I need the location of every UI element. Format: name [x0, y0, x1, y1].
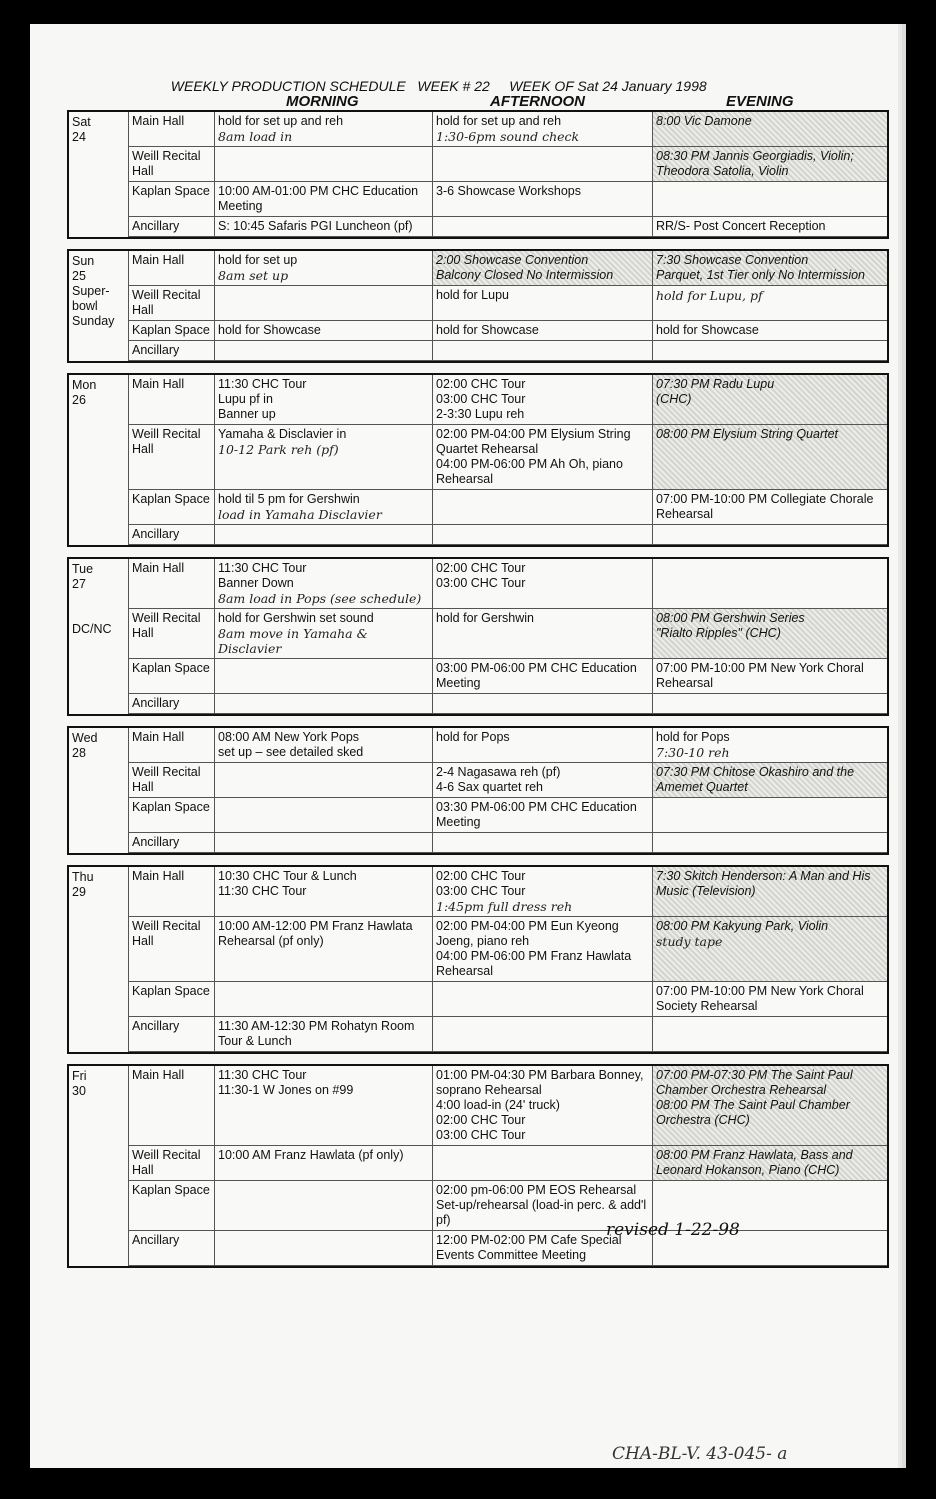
schedule-cell-morning [215, 182, 433, 217]
day-block [67, 1064, 889, 1268]
handwritten-note: 8am set up [218, 268, 289, 283]
schedule-cell-evening [653, 1066, 887, 1146]
venue-label: Main Hall [129, 1066, 215, 1146]
schedule-cell-evening [653, 728, 887, 763]
schedule-cell-afternoon [433, 525, 653, 545]
cell-text: 02:00 PM-04:00 PM Eun Kyeong Joeng, piano reh 04:00 PM-06:00 PM Franz Hawlata Rehearsal [436, 919, 632, 978]
schedule-cell-evening [653, 982, 887, 1017]
cell-text: 07:30 PM Chitose Okashiro and the Amemet Quartet [656, 765, 855, 794]
cell-text: 08:00 PM Gershwin Series "Rialto Ripples" (CHC) [656, 611, 805, 640]
handwritten-note: 1:45pm full dress reh [436, 899, 573, 914]
schedule-cell-morning [215, 728, 433, 763]
schedule-cell-afternoon [433, 147, 653, 182]
cell-text: 03:00 PM-06:00 PM CHC Education Meeting [436, 661, 637, 690]
cell-text: 07:00 PM-07:30 PM The Saint Paul Chamber Orchestra Rehearsal 08:00 PM The Saint Paul Chamber Orchestra (CHC) [656, 1068, 853, 1127]
schedule-cell-morning [215, 1017, 433, 1052]
schedule-cell-afternoon [433, 251, 653, 286]
schedule-cell-morning [215, 917, 433, 982]
schedule-cell-evening [653, 251, 887, 286]
day-block [67, 557, 889, 716]
cell-text: hold for set up [218, 253, 298, 267]
venue-label: Main Hall [129, 112, 215, 147]
column-afternoon: AFTERNOON [490, 93, 585, 110]
schedule-cell-afternoon [433, 286, 653, 321]
venue-label: Weill Recital Hall [129, 917, 215, 982]
schedule-cell-evening [653, 425, 887, 490]
venue-label: Ancillary [129, 1231, 215, 1266]
day-label: Wed 28 [69, 728, 129, 853]
cell-text: hold for Lupu [436, 288, 509, 302]
schedule-cell-afternoon [433, 833, 653, 853]
schedule-cell-afternoon [433, 982, 653, 1017]
venue-label: Ancillary [129, 1017, 215, 1052]
venue-label: Kaplan Space [129, 321, 215, 341]
schedule-cell-afternoon [433, 341, 653, 361]
cell-text: hold for Showcase [436, 323, 539, 337]
day-block [67, 726, 889, 855]
day-label: Sat 24 [69, 112, 129, 237]
cell-text: 08:30 PM Jannis Georgiadis, Violin; Theodora Satolia, Violin [656, 149, 854, 178]
venue-label: Kaplan Space [129, 659, 215, 694]
schedule-cell-morning [215, 982, 433, 1017]
venue-label: Weill Recital Hall [129, 1146, 215, 1181]
schedule-cell-evening [653, 1146, 887, 1181]
schedule-cell-morning [215, 798, 433, 833]
schedule-cell-morning [215, 1181, 433, 1231]
handwritten-note: 7:30-10 reh [656, 745, 730, 760]
handwritten-note: hold for Lupu, pf [656, 288, 763, 303]
cell-text: hold for Showcase [218, 323, 321, 337]
schedule-cell-afternoon [433, 798, 653, 833]
venue-label: Main Hall [129, 251, 215, 286]
schedule-cell-evening [653, 609, 887, 659]
schedule-cell-afternoon [433, 728, 653, 763]
cell-text: hold for Pops [436, 730, 510, 744]
cell-text: hold for set up and reh [436, 114, 562, 128]
cell-text: 08:00 AM New York Pops set up – see detailed sked [218, 730, 364, 759]
schedule-cell-evening [653, 763, 887, 798]
schedule-cell-afternoon [433, 867, 653, 917]
schedule-cell-evening [653, 1017, 887, 1052]
venue-label: Weill Recital Hall [129, 286, 215, 321]
schedule-title [163, 62, 863, 94]
venue-label: Ancillary [129, 341, 215, 361]
title-text: WEEKLY PRODUCTION SCHEDULE [170, 78, 406, 94]
schedule-cell-morning [215, 341, 433, 361]
schedule-cell-evening [653, 286, 887, 321]
schedule-cell-evening [653, 867, 887, 917]
handwritten-note: study tape [656, 934, 723, 949]
schedule-cell-afternoon [433, 425, 653, 490]
venue-label: Kaplan Space [129, 982, 215, 1017]
schedule-cell-afternoon [433, 182, 653, 217]
column-evening: EVENING [726, 93, 794, 110]
handwritten-note: 8am load in Pops (see schedule) [218, 591, 422, 606]
venue-label: Kaplan Space [129, 798, 215, 833]
cell-text: 8:00 Vic Damone [656, 114, 752, 128]
day-label: Mon 26 [69, 375, 129, 545]
schedule-cell-evening [653, 341, 887, 361]
day-label: Thu 29 [69, 867, 129, 1052]
schedule-cell-evening [653, 147, 887, 182]
schedule-cell-afternoon [433, 112, 653, 147]
cell-text: 2:00 Showcase Convention Balcony Closed No Intermission [436, 253, 614, 282]
cell-text: 10:30 CHC Tour & Lunch 11:30 CHC Tour [218, 869, 357, 898]
schedule-cell-evening [653, 659, 887, 694]
venue-label: Weill Recital Hall [129, 425, 215, 490]
schedule-cell-afternoon [433, 763, 653, 798]
cell-text: 7:30 Showcase Convention Parquet, 1st Tier only No Intermission [656, 253, 866, 282]
venue-label: Main Hall [129, 375, 215, 425]
day-block [67, 865, 889, 1054]
schedule-cell-afternoon [433, 917, 653, 982]
venue-label: Ancillary [129, 217, 215, 237]
schedule-cell-morning [215, 694, 433, 714]
venue-label: Weill Recital Hall [129, 147, 215, 182]
day-label: Fri 30 [69, 1066, 129, 1266]
schedule-cell-afternoon [433, 217, 653, 237]
week-number: WEEK # 22 [417, 78, 490, 94]
venue-label: Kaplan Space [129, 490, 215, 525]
cell-text: 2-4 Nagasawa reh (pf) 4-6 Sax quartet reh [436, 765, 561, 794]
schedule-cell-afternoon [433, 1017, 653, 1052]
venue-label: Ancillary [129, 525, 215, 545]
schedule-cell-evening [653, 182, 887, 217]
schedule-cell-morning [215, 112, 433, 147]
cell-text: Yamaha & Disclavier in [218, 427, 347, 441]
venue-label: Main Hall [129, 559, 215, 609]
cell-text: 10:00 AM Franz Hawlata (pf only) [218, 1148, 404, 1162]
schedule-cell-morning [215, 425, 433, 490]
cell-text: 7:30 Skitch Henderson: A Man and His Music (Television) [656, 869, 871, 898]
schedule-cell-evening [653, 321, 887, 341]
cell-text: 03:30 PM-06:00 PM CHC Education Meeting [436, 800, 637, 829]
schedule-cell-morning [215, 559, 433, 609]
schedule-cell-morning [215, 321, 433, 341]
cell-text: 08:00 PM Franz Hawlata, Bass and Leonard Hokanson, Piano (CHC) [656, 1148, 853, 1177]
cell-text: hold til 5 pm for Gershwin [218, 492, 360, 506]
schedule-cell-afternoon [433, 1146, 653, 1181]
schedule-cell-morning [215, 217, 433, 237]
cell-text: RR/S- Post Concert Reception [656, 219, 826, 233]
schedule-cell-evening [653, 798, 887, 833]
cell-text: 07:00 PM-10:00 PM New York Choral Rehearsal [656, 661, 864, 690]
cell-text: hold for Pops [656, 730, 730, 744]
schedule-table [67, 110, 889, 1268]
venue-label: Kaplan Space [129, 1181, 215, 1231]
schedule-cell-morning [215, 867, 433, 917]
cell-text: 3-6 Showcase Workshops [436, 184, 581, 198]
schedule-cell-morning [215, 375, 433, 425]
cell-text: 11:30 CHC Tour Banner Down [218, 561, 307, 590]
venue-label: Ancillary [129, 694, 215, 714]
venue-label: Weill Recital Hall [129, 609, 215, 659]
schedule-cell-evening [653, 217, 887, 237]
venue-label: Kaplan Space [129, 182, 215, 217]
schedule-cell-evening [653, 525, 887, 545]
handwritten-note: 10-12 Park reh (pf) [218, 442, 339, 457]
schedule-cell-evening [653, 694, 887, 714]
cell-text: 01:00 PM-04:30 PM Barbara Bonney, soprano Rehearsal 4:00 load-in (24' truck) 02:00 CHC Tour 03:00 CHC Tour [436, 1068, 644, 1142]
schedule-cell-evening [653, 559, 887, 609]
venue-label: Main Hall [129, 728, 215, 763]
cell-text: 07:30 PM Radu Lupu (CHC) [656, 377, 775, 406]
schedule-cell-evening [653, 490, 887, 525]
schedule-cell-morning [215, 763, 433, 798]
schedule-cell-afternoon [433, 375, 653, 425]
cell-text: 10:00 AM-12:00 PM Franz Hawlata Rehearsal (pf only) [218, 919, 413, 948]
schedule-cell-morning [215, 1146, 433, 1181]
schedule-cell-morning [215, 525, 433, 545]
cell-text: 11:30 CHC Tour 11:30-1 W Jones on #99 [218, 1068, 354, 1097]
cell-text: 11:30 CHC Tour Lupu pf in Banner up [218, 377, 307, 421]
cell-text: hold for Showcase [656, 323, 759, 337]
schedule-cell-afternoon [433, 694, 653, 714]
cell-text: 02:00 PM-04:00 PM Elysium String Quartet Rehearsal 04:00 PM-06:00 PM Ah Oh, piano Rehearsal [436, 427, 631, 486]
schedule-cell-evening [653, 833, 887, 853]
revised-note: revised 1-22-98 [606, 1220, 740, 1240]
cell-text: hold for Gershwin set sound [218, 611, 374, 625]
column-morning: MORNING [286, 93, 359, 110]
schedule-cell-morning [215, 286, 433, 321]
handwritten-note: 8am load in [218, 129, 293, 144]
handwritten-note: 8am move in Yamaha & Disclavier [218, 626, 368, 656]
day-block [67, 110, 889, 239]
cell-text: hold for Gershwin [436, 611, 534, 625]
schedule-cell-evening [653, 112, 887, 147]
schedule-cell-afternoon [433, 609, 653, 659]
venue-label: Weill Recital Hall [129, 763, 215, 798]
day-block [67, 373, 889, 547]
cell-text: 02:00 CHC Tour 03:00 CHC Tour 2-3:30 Lupu reh [436, 377, 526, 421]
cell-text: 11:30 AM-12:30 PM Rohatyn Room Tour & Lunch [218, 1019, 415, 1048]
cell-text: 12:00 PM-02:00 PM Cafe Special Events Committee Meeting [436, 1233, 622, 1262]
handwritten-note: load in Yamaha Disclavier [218, 507, 382, 522]
cell-text: 02:00 CHC Tour 03:00 CHC Tour [436, 561, 526, 590]
schedule-cell-afternoon [433, 559, 653, 609]
day-label: Tue 27 DC/NC [69, 559, 129, 714]
schedule-cell-evening [653, 375, 887, 425]
cell-text: 02:00 pm-06:00 PM EOS Rehearsal Set-up/rehearsal (load-in perc. & add'l pf) [436, 1183, 647, 1227]
day-block [67, 249, 889, 363]
venue-label: Ancillary [129, 833, 215, 853]
cell-text: 07:00 PM-10:00 PM New York Choral Society Rehearsal [656, 984, 864, 1013]
schedule-cell-morning [215, 833, 433, 853]
handwritten-note: 1:30-6pm sound check [436, 129, 580, 144]
cell-text: 07:00 PM-10:00 PM Collegiate Chorale Rehearsal [656, 492, 874, 521]
day-label: Sun 25 Super- bowl Sunday [69, 251, 129, 361]
cell-text: 08:00 PM Elysium String Quartet [656, 427, 839, 441]
schedule-cell-morning [215, 147, 433, 182]
cell-text: 10:00 AM-01:00 PM CHC Education Meeting [218, 184, 419, 213]
schedule-cell-afternoon [433, 659, 653, 694]
schedule-cell-morning [215, 1066, 433, 1146]
cell-text: 02:00 CHC Tour 03:00 CHC Tour [436, 869, 526, 898]
schedule-cell-morning [215, 251, 433, 286]
week-of: WEEK OF Sat 24 January 1998 [509, 78, 707, 94]
cell-text: 08:00 PM Kakyung Park, Violin [656, 919, 829, 933]
schedule-cell-afternoon [433, 490, 653, 525]
cell-text: S: 10:45 Safaris PGI Luncheon (pf) [218, 219, 413, 233]
schedule-cell-morning [215, 1231, 433, 1266]
schedule-cell-morning [215, 609, 433, 659]
schedule-cell-morning [215, 490, 433, 525]
schedule-cell-afternoon [433, 321, 653, 341]
schedule-cell-evening [653, 917, 887, 982]
catalog-number: CHA-BL-V. 43-045- a [612, 1444, 788, 1464]
schedule-cell-morning [215, 659, 433, 694]
venue-label: Main Hall [129, 867, 215, 917]
schedule-cell-afternoon [433, 1066, 653, 1146]
cell-text: hold for set up and reh [218, 114, 344, 128]
